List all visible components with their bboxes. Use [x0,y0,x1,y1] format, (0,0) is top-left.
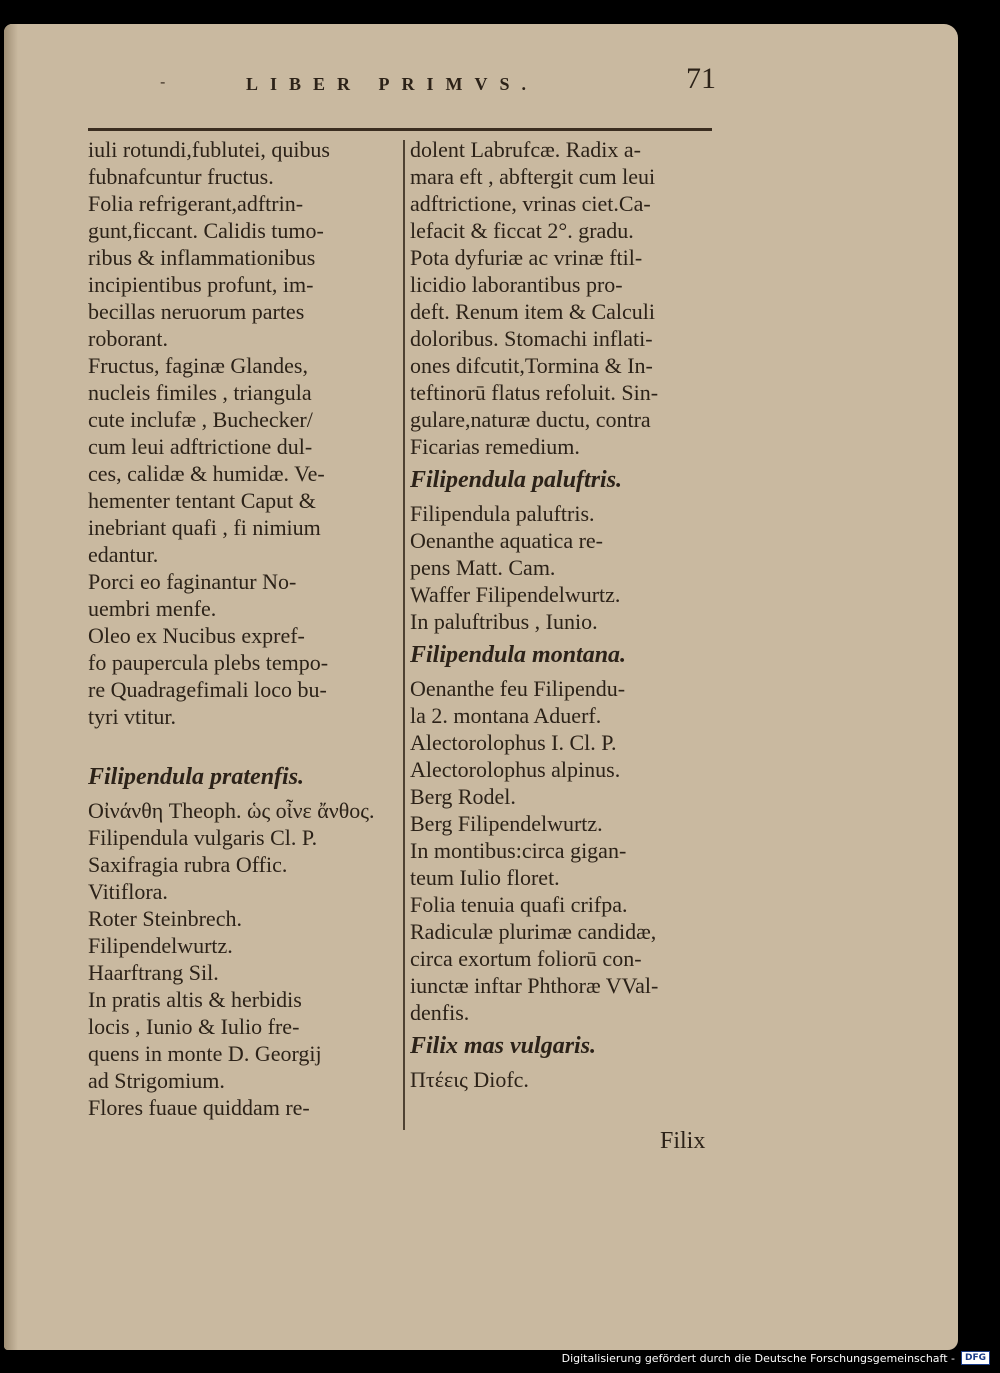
text-line: uembri menfe. [88,596,217,621]
text-line: ribus & inflammationibus [88,245,316,270]
text-line: quens in monte D. Georgij [88,1041,322,1066]
text-line: In montibus:circa gigan- [410,838,627,863]
section-heading: Filipendula montana. [410,642,627,668]
text-line: Alectorolophus I. Cl. P. [410,730,617,755]
left-column [88,136,398,1121]
text-line: la 2. montana Aduerf. [410,703,602,728]
text-line: adftrictione, vrinas ciet.Ca- [410,191,651,216]
text-line: nucleis fimiles , triangula [88,380,312,405]
text-line: locis , Iunio & Iulio fre- [88,1014,300,1039]
text-line: Οἰνάνθη Theoph. ὡς οἶνε ἄνθος. [88,798,375,823]
text-line: denfis. [410,1000,470,1025]
text-line: Porci eo faginantur No- [88,569,297,594]
section-heading: Filipendula paluftris. [410,467,623,493]
text-line: Flores fuaue quiddam re- [88,1095,310,1120]
text-line: iuli rotundi,fublutei, quibus [88,137,330,162]
text-line: circa exortum foliorū con- [410,946,642,971]
column-divider [403,140,405,1130]
text-line: ones difcutit,Tormina & In- [410,353,653,378]
text-line: teum Iulio floret. [410,865,560,890]
text-line: In paluftribus , Iunio. [410,609,598,634]
text-line: fo paupercula plebs tempo- [88,650,329,675]
text-line: incipientibus profunt, im- [88,272,314,297]
text-line: Folia tenuia quafi crifpa. [410,892,628,917]
footer-text: Digitalisierung gefördert durch die Deutsche Forschungsgemeinschaft - [561,1351,955,1365]
text-line: mara eft , abftergit cum leui [410,164,656,189]
text-line: In pratis altis & herbidis [88,987,302,1012]
text-line: Oenanthe aquatica re- [410,528,603,553]
text-line: edantur. [88,542,159,567]
text-line: ces, calidæ & humidæ. Ve- [88,461,325,486]
text-line: Berg Rodel. [410,784,516,809]
text-line: Oenanthe feu Filipendu- [410,676,626,701]
text-line: Berg Filipendelwurtz. [410,811,603,836]
text-line: Folia refrigerant,adftrin- [88,191,304,216]
text-line: teftinorū flatus refoluit. Sin- [410,380,659,405]
footer-credit [562,1351,990,1365]
text-line: Filipendula vulgaris Cl. P. [88,825,318,850]
text-line: pens Matt. Cam. [410,555,556,580]
text-line: licidio laborantibus pro- [410,272,623,297]
text-line: tyri vtitur. [88,704,176,729]
text-line: Vitiflora. [88,879,168,904]
right-column [410,136,714,1093]
text-line: hementer tentant Caput & [88,488,316,513]
text-line: cum leui adftrictione dul- [88,434,313,459]
dfg-logo: DFG [961,1351,990,1365]
text-line: Filipendula paluftris. [410,501,595,526]
text-line: Πτέεις Diofc. [410,1067,529,1092]
text-line: dolent Labrufcæ. Radix a- [410,137,641,162]
text-line: ad Strigomium. [88,1068,225,1093]
text-line: fubnafcuntur fructus. [88,164,274,189]
text-line: Pota dyfuriæ ac vrinæ ftil- [410,245,643,270]
text-line: Fructus, faginæ Glandes, [88,353,308,378]
text-line: Haarftrang Sil. [88,960,219,985]
text-line: Alectorolophus alpinus. [410,757,621,782]
text-line: inebriant quafi , fi nimium [88,515,321,540]
text-line: lefacit & ficcat 2°. gradu. [410,218,634,243]
page-number: 71 [686,62,716,95]
text-line: cute inclufæ , Buchecker/ [88,407,313,432]
text-line: Filipendelwurtz. [88,933,233,958]
text-line: becillas neruorum partes [88,299,305,324]
text-line: Saxifragia rubra Offic. [88,852,288,877]
text-line: iunctæ inftar Phthoræ VVal- [410,973,659,998]
page-header [160,62,720,108]
text-line: gulare,naturæ ductu, contra [410,407,651,432]
text-line: Waffer Filipendelwurtz. [410,582,621,607]
text-line: deft. Renum item & Calculi [410,299,656,324]
text-line: Ficarias remedium. [410,434,580,459]
text-line: Roter Steinbrech. [88,906,242,931]
text-line: roborant. [88,326,169,351]
blank-line [88,730,398,757]
header-rule [88,128,712,131]
running-title: LIBER PRIMVS. [246,74,539,94]
text-line: gunt,ficcant. Calidis tumo- [88,218,324,243]
text-line: doloribus. Stomachi inflati- [410,326,653,351]
header-dash: - [160,72,166,91]
catchword: Filix [660,1128,706,1154]
section-heading: Filipendula pratenfis. [88,764,305,790]
section-heading: Filix mas vulgaris. [410,1033,597,1059]
text-line: Radiculæ plurimæ candidæ, [410,919,657,944]
text-line: Oleo ex Nucibus expref- [88,623,305,648]
text-line: re Quadragefimali loco bu- [88,677,327,702]
page-edge-shadow [4,24,18,1350]
